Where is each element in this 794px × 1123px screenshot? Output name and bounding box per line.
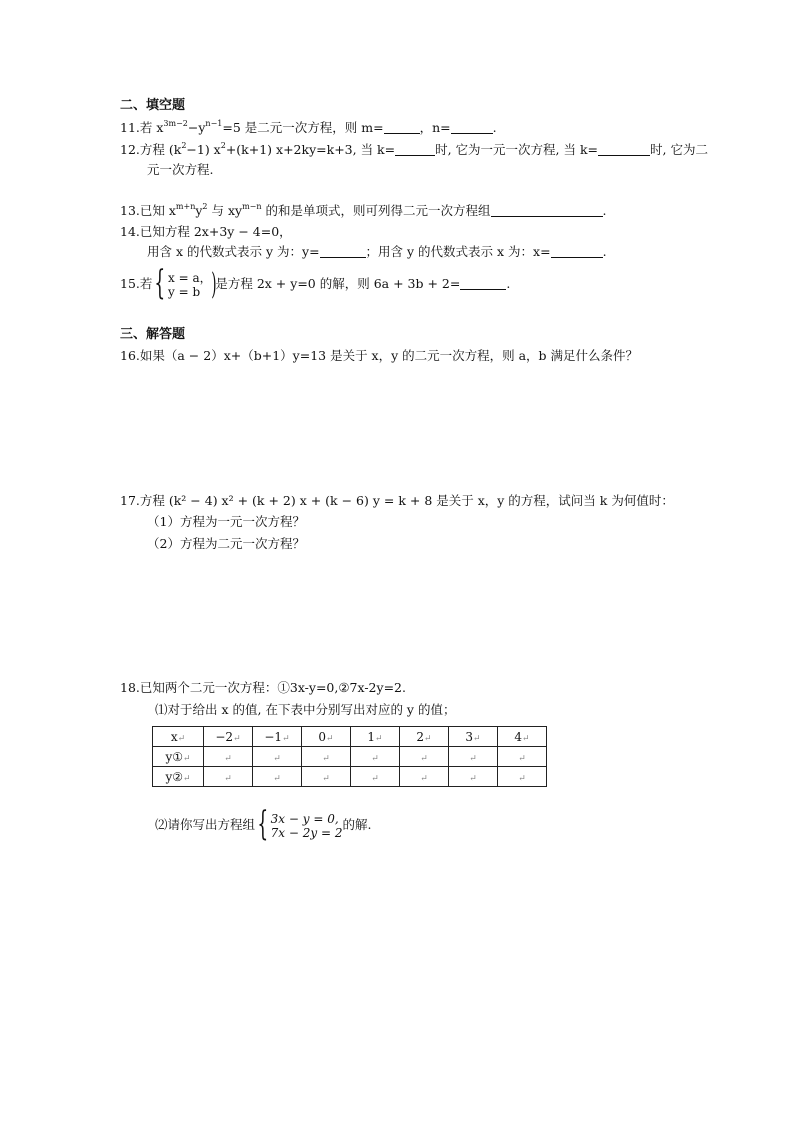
section-heading-answer: 三、解答题 — [120, 327, 186, 342]
table-row: y①↵ ↵ ↵ ↵ ↵ ↵ ↵ ↵ — [153, 747, 547, 767]
right-paren: ) — [210, 267, 217, 302]
blank-system[interactable] — [491, 204, 603, 217]
question-18-part2: ⑵请你写出方程组{ 3x − y = 0, 7x − 2y = 2 的解. — [155, 804, 372, 844]
section-heading-fill-blank: 二、填空题 — [120, 98, 186, 113]
question-11: 11.若 $x^{3m-2}-y^{n-1}=5$ 是二元一次方程，则 m= ，n= . — [120, 119, 497, 135]
blank-x-expr[interactable] — [551, 245, 603, 258]
system-xy: x = a， y = b — [168, 270, 212, 299]
question-16: 16.如果（a − 2）x+（b+1）y=13 是关于 x，y 的二元一次方程，则 a，b 满足什么条件？ — [120, 348, 639, 363]
blank-n[interactable] — [451, 121, 493, 134]
blank-k2[interactable] — [598, 143, 650, 156]
blank-k1[interactable] — [395, 143, 435, 156]
blank-y-expr[interactable] — [320, 245, 366, 258]
left-brace: { — [154, 263, 166, 303]
table-row: y②↵ ↵ ↵ ↵ ↵ ↵ ↵ ↵ — [153, 767, 547, 787]
question-14: 14.已知方程 2x+3y − 4=0， — [120, 224, 292, 239]
value-table — [152, 726, 547, 787]
question-18: 18.已知两个二元一次方程：①3x-y=0,②7x-2y=2. — [120, 680, 406, 695]
question-12-cont: 元一次方程. — [147, 162, 214, 177]
equation-system: 3x − y = 0, 7x − 2y = 2 — [270, 811, 343, 840]
question-13: 13.已知 $x^{m+n}y^2$ 与 $xy^{m-n}$ 的和是单项式，则可列得二元一次方程组 . — [120, 202, 607, 218]
question-15: 15.若{ x = a， y = b )是方程 2x + y=0 的解，则 6a + 3b + 2= . — [120, 263, 511, 303]
blank-value[interactable] — [460, 277, 506, 290]
question-18-part1: ⑴对于给出 x 的值, 在下表中分别写出对应的 y 的值； — [155, 702, 456, 717]
question-17-part1: （1）方程为一元一次方程？ — [147, 514, 305, 529]
question-17-part2: （2）方程为二元一次方程？ — [147, 536, 305, 551]
blank-m[interactable] — [384, 121, 420, 134]
question-14-parts: 用含 x 的代数式表示 y 为：y= ；用含 y 的代数式表示 x 为：x= . — [147, 244, 607, 259]
question-17: 17.方程 (k² − 4) x² + (k + 2) x + (k − 6) y = k + 8 是关于 x，y 的方程，试问当 k 为何值时： — [120, 493, 674, 508]
table-row: x↵ −2↵ −1↵ 0↵ 1↵ 2↵ 3↵ 4↵ — [153, 727, 547, 747]
left-brace: { — [257, 804, 269, 844]
question-12: 12.方程 $(k^2-1)$ $x^2+(k+1)$ x+2ky=k+3, 当 k= 时, 它为一元一次方程, 当 k= 时, 它为二 — [120, 141, 708, 157]
